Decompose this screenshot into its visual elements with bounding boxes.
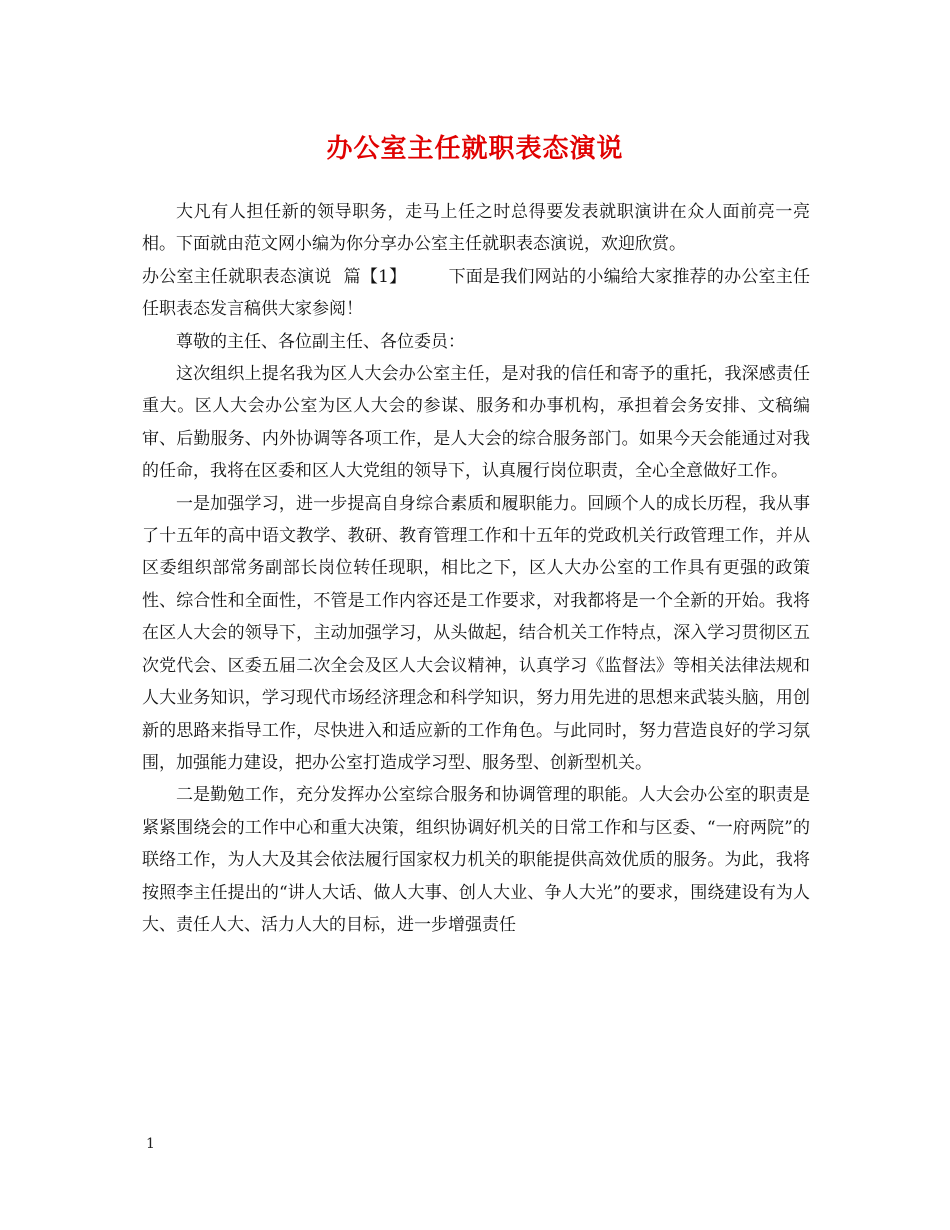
document-body [142, 196, 810, 941]
page-number: 1 [146, 1136, 155, 1152]
document-title: 办公室主任就职表态演说 [326, 134, 624, 164]
salutation: 尊敬的主任、各位副主任、各位委员： [176, 331, 465, 352]
intro-paragraph: 大凡有人担任新的领导职务，走马上任之时总得要发表就职演讲在众人面前亮一亮相。下面就由范文网小编为你分享办公室主任就职表态演说，欢迎欣赏。 [142, 202, 810, 255]
paragraph-work: 二是勤勉工作，充分发挥办公室综合服务和协调管理的职能。人大会办公室的职责是紧紧围绕会的工作中心和重大决策，组织协调好机关的日常工作和与区委、“一府两院”的联络工作，为人大及其会依法履行国家权力机关的职能提供高效优质的服务。为此，我将按照李主任提出的“讲人大话、做人大事、创人大业、争人大光”的要求，围绕建设有为人大、责任人大、活力人大的目标，进一步增强责任 [142, 785, 810, 935]
paragraph-appointment: 这次组织上提名我为区人大会办公室主任，是对我的信任和寄予的重托，我深感责任重大。区人大会办公室为区人大会的参谋、服务和办事机构，承担着会务安排、文稿编审、后勤服务、内外协调等各项工作，是人大会的综合服务部门。如果今天会能通过对我的任命，我将在区委和区人大党组的领导下，认真履行岗位职责，全心全意做好工作。 [142, 364, 810, 482]
section-number: 篇【1】 [343, 266, 407, 287]
section-intro: 下面是我们网站的小编给大家推荐的办公室主任任职表态发言稿供大家参阅！ [142, 266, 810, 320]
section-heading: 办公室主任就职表态演说 [142, 266, 332, 287]
section-heading-line [142, 261, 810, 326]
paragraph-study: 一是加强学习，进一步提高自身综合素质和履职能力。回顾个人的成长历程，我从事了十五年的高中语文教学、教研、教育管理工作和十五年的党政机关行政管理工作，并从区委组织部常务副部长岗位转任现职，相比之下，区人大办公室的工作具有更强的政策性、综合性和全面性，不管是工作内容还是工作要求，对我都将是一个全新的开始。我将在区人大会的领导下，主动加强学习，从头做起，结合机关工作特点，深入学习贯彻区五次党代会、区委五届二次全会及区人大会议精神，认真学习《监督法》等相关法律法规和人大业务知识，学习现代市场经济理念和科学知识，努力用先进的思想来武装头脑，用创新的思路来指导工作，尽快进入和适应新的工作角色。与此同时，努力营造良好的学习氛围，加强能力建设，把办公室打造成学习型、服务型、创新型机关。 [142, 493, 810, 773]
